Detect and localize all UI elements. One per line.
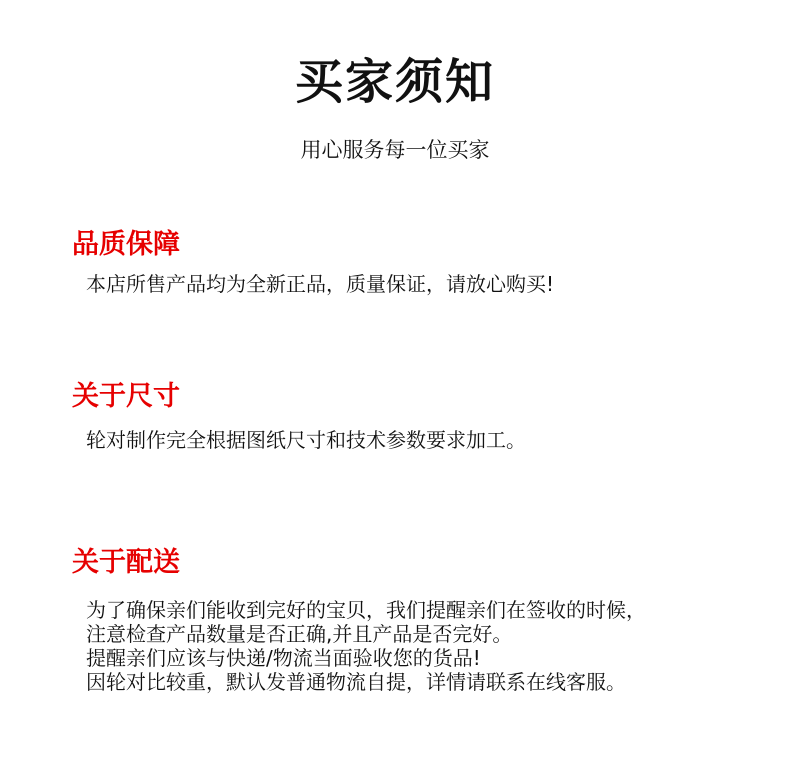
section-heading-quality: 品质保障 — [72, 229, 180, 260]
section-body-size — [86, 428, 776, 452]
page-subtitle: 用心服务每一位买家 — [300, 138, 490, 162]
page-title: 买家须知 — [294, 54, 495, 110]
section-text-line: 提醒亲们应该与快递/物流当面验收您的货品! — [86, 646, 481, 670]
section-text-line: 因轮对比较重，默认发普通物流自提，详情请联系在线客服。 — [86, 670, 626, 694]
section-text-line: 为了确保亲们能收到完好的宝贝，我们提醒亲们在签收的时候， — [86, 598, 646, 622]
section-text-line: 注意检查产品数量是否正确,并且产品是否完好。 — [86, 622, 513, 646]
section-body-delivery — [86, 598, 776, 694]
section-text-line: 轮对制作完全根据图纸尺寸和技术参数要求加工。 — [86, 428, 526, 452]
section-body-quality — [86, 272, 776, 296]
section-heading-delivery: 关于配送 — [72, 547, 180, 578]
section-text-line: 本店所售产品均为全新正品，质量保证，请放心购买! — [86, 272, 555, 296]
section-heading-size: 关于尺寸 — [72, 381, 180, 412]
